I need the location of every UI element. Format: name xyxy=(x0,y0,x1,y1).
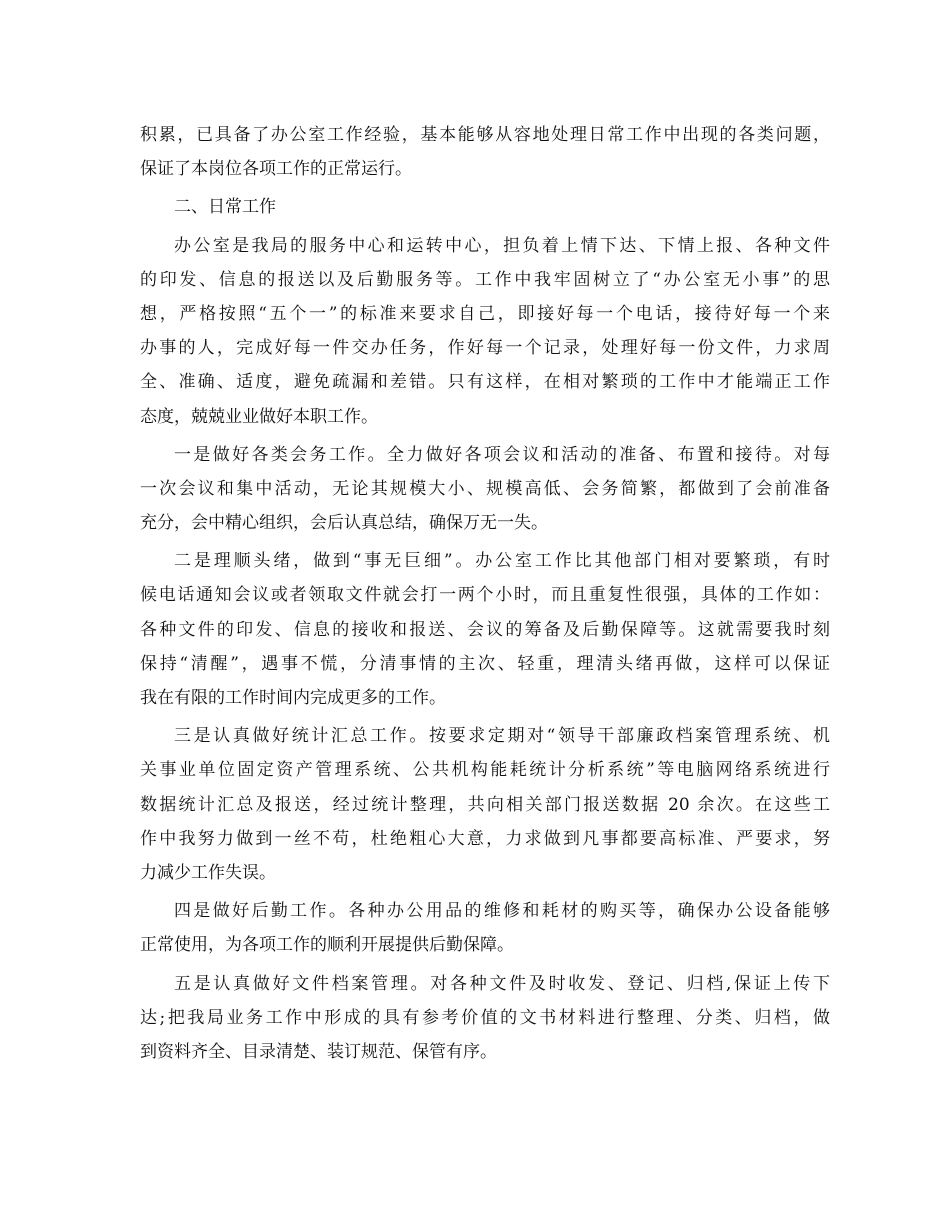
paragraph-office-role xyxy=(140,229,830,434)
text-line: 三是认真做好统计汇总工作。按要求定期对“领导干部廉政档案管理系统、机 xyxy=(174,726,830,747)
text-line: 关事业单位固定资产管理系统、公共机构能耗统计分析系统”等电脑网络系统进行 xyxy=(140,760,830,781)
paragraph-continuation xyxy=(140,118,830,186)
text-line: 我在有限的工作时间内完成更多的工作。 xyxy=(140,688,446,708)
text-line: 五是认真做好文件档案管理。对各种文件及时收发、登记、归档,保证上传下 xyxy=(174,973,830,994)
heading-text: 二、日常工作 xyxy=(174,197,276,218)
text-line: 想，严格按照“五个一”的标准来要求自己，即接好每一个电话，接待好每一个来 xyxy=(140,303,830,324)
text-line: 态度，兢兢业业做好本职工作。 xyxy=(140,406,378,427)
document-body xyxy=(140,118,830,1073)
text-line: 力减少工作失误。 xyxy=(140,862,276,883)
text-line: 候电话通知会议或者领取文件就会打一两个小时，而且重复性很强，具体的工作如： xyxy=(140,585,830,606)
text-line: 办事的人，完成好每一件交办任务，作好每一个记录，处理好每一份文件，力求周 xyxy=(140,338,830,359)
text-line: 的印发、信息的报送以及后勤服务等。工作中我牢固树立了“办公室无小事”的思 xyxy=(140,269,830,290)
text-line: 达;把我局业务工作中形成的具有参考价值的文书材料进行整理、分类、归档，做 xyxy=(140,1007,830,1028)
text-line: 充分，会中精心组织，会后认真总结，确保万无一失。 xyxy=(140,513,548,534)
text-line: 保证了本岗位各项工作的正常运行。 xyxy=(140,159,412,180)
text-line: 一次会议和集中活动，无论其规模大小、规模高低、会务简繁，都做到了会前准备 xyxy=(140,478,830,499)
text-line: 数据统计汇总及报送，经过统计整理，共向相关部门报送数据 20 余次。在这些工 xyxy=(140,794,830,815)
text-line: 保持“清醒”，遇事不慌，分清事情的主次、轻重，理清头绪再做，这样可以保证 xyxy=(140,653,830,674)
paragraph-archives xyxy=(140,967,830,1070)
text-line: 一是做好各类会务工作。全力做好各项会议和活动的准备、布置和接待。对每 xyxy=(174,444,830,465)
paragraph-organize xyxy=(140,544,830,715)
paragraph-logistics xyxy=(140,894,830,962)
paragraph-statistics xyxy=(140,719,830,890)
text-line: 二是理顺头绪，做到“事无巨细”。办公室工作比其他部门相对要繁琐，有时 xyxy=(174,551,830,572)
paragraph-meetings xyxy=(140,438,830,541)
section-heading xyxy=(140,190,830,224)
text-line: 正常使用，为各项工作的顺利开展提供后勤保障。 xyxy=(140,935,514,956)
text-line: 四是做好后勤工作。各种办公用品的维修和耗材的购买等，确保办公设备能够 xyxy=(174,901,830,922)
text-line: 各种文件的印发、信息的接收和报送、会议的筹备及后勤保障等。这就需要我时刻 xyxy=(140,619,830,640)
text-line: 作中我努力做到一丝不苟，杜绝粗心大意，力求做到凡事都要高标准、严要求，努 xyxy=(140,828,830,849)
text-line: 全、准确、适度，避免疏漏和差错。只有这样，在相对繁琐的工作中才能端正工作 xyxy=(140,372,830,393)
text-line: 到资料齐全、目录清楚、装订规范、保管有序。 xyxy=(140,1041,497,1062)
text-line: 办公室是我局的服务中心和运转中心，担负着上情下达、下情上报、各种文件 xyxy=(174,235,830,256)
text-line: 积累，已具备了办公室工作经验，基本能够从容地处理日常工作中出现的各类问题， xyxy=(140,125,830,145)
